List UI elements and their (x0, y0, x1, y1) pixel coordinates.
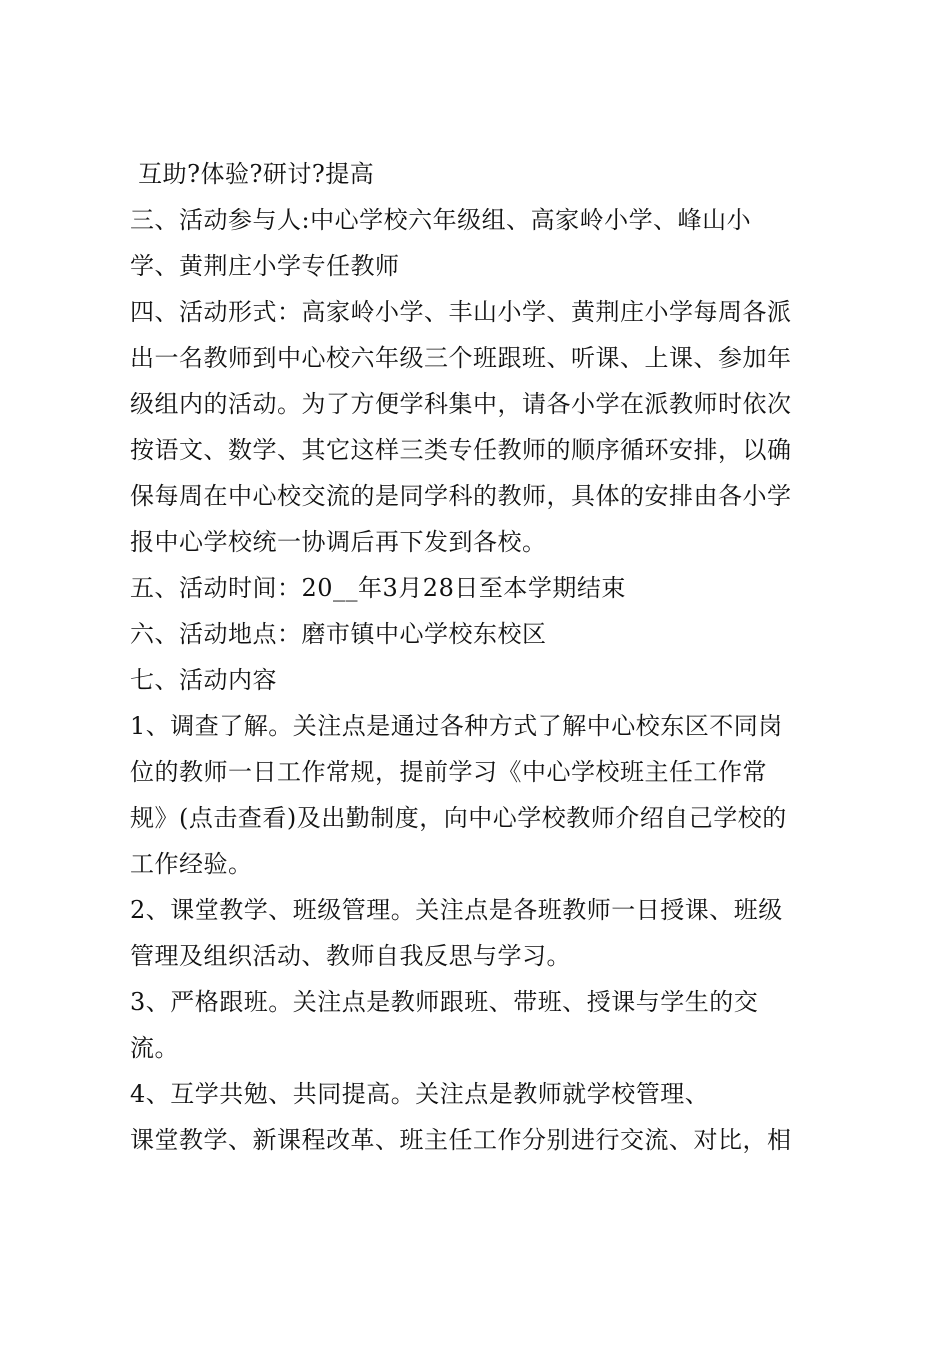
text-line-5: 出一名教师到中心校六年级三个班跟班、听课、上课、参加年 (130, 344, 792, 372)
text-line-14: 位的教师一日工作常规，提前学习《中心学校班主任工作常 (130, 758, 767, 786)
text-line-2: 三、活动参与人:中心学校六年级组、高家岭小学、峰山小 (130, 206, 752, 234)
text-line-13: 1、调查了解。关注点是通过各种方式了解中心校东区不同岗 (130, 712, 783, 740)
text-line-17: 2、课堂教学、班级管理。关注点是各班教师一日授课、班级 (130, 896, 783, 924)
text-line-10: 五、活动时间：20__年3月28日至本学期结束 (130, 574, 626, 602)
text-line-19: 3、严格跟班。关注点是教师跟班、带班、授课与学生的交 (130, 988, 759, 1016)
text-line-7: 按语文、数学、其它这样三类专任教师的顺序循环安排，以确 (130, 436, 792, 464)
text-line-1: 互助?体验?研讨?提高 (130, 160, 375, 188)
text-line-22: 课堂教学、新课程改革、班主任工作分别进行交流、对比，相 (130, 1126, 792, 1154)
text-line-16: 工作经验。 (130, 850, 253, 878)
document-body (130, 151, 830, 1163)
text-line-8: 保每周在中心校交流的是同学科的教师，具体的安排由各小学 (130, 482, 792, 510)
text-line-9: 报中心学校统一协调后再下发到各校。 (130, 528, 547, 556)
text-line-15: 规》(点击查看)及出勤制度，向中心学校教师介绍自己学校的 (130, 804, 787, 832)
text-line-12: 七、活动内容 (130, 666, 277, 694)
text-line-18: 管理及组织活动、教师自我反思与学习。 (130, 942, 571, 970)
text-line-6: 级组内的活动。为了方便学科集中，请各小学在派教师时依次 (130, 390, 792, 418)
text-line-11: 六、活动地点：磨市镇中心学校东校区 (130, 620, 547, 648)
text-line-4: 四、活动形式：高家岭小学、丰山小学、黄荆庄小学每周各派 (130, 298, 792, 326)
text-line-3: 学、黄荆庄小学专任教师 (130, 252, 400, 280)
text-line-20: 流。 (130, 1034, 179, 1062)
text-line-21: 4、互学共勉、共同提高。关注点是教师就学校管理、 (130, 1080, 710, 1108)
